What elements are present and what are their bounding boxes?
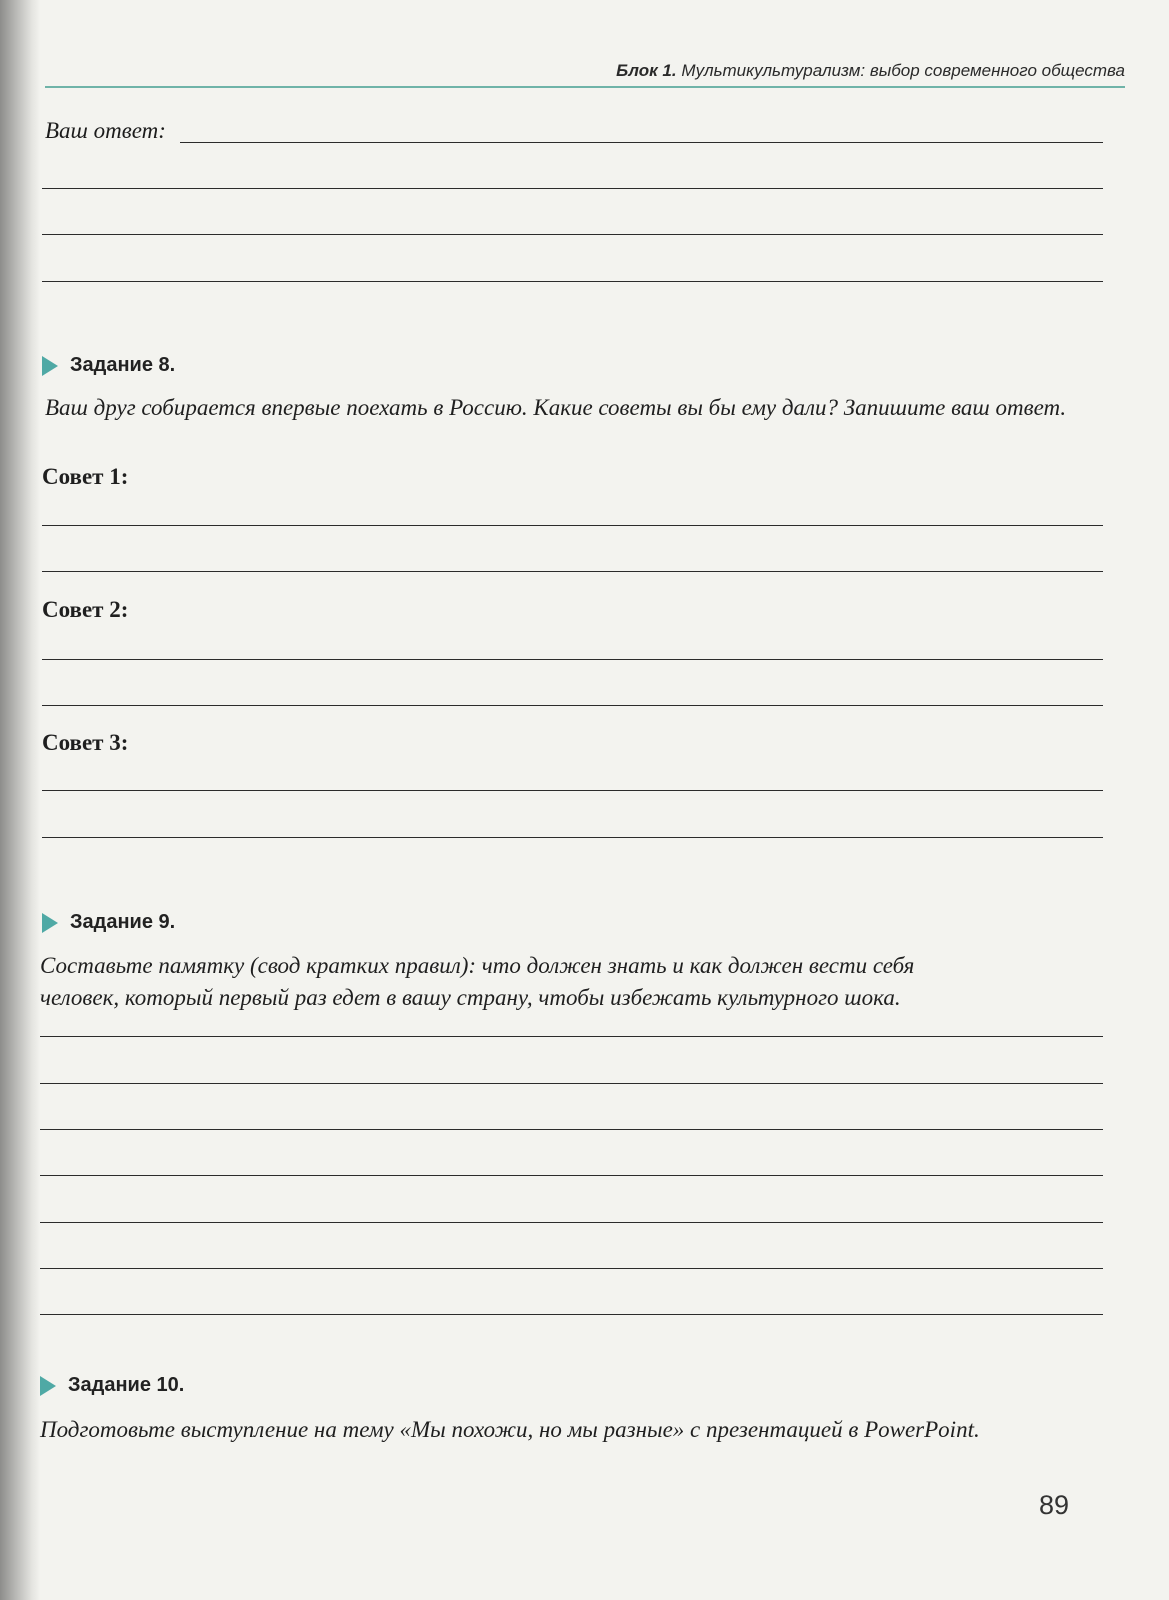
task8-heading-text: Задание 8. xyxy=(70,354,176,376)
answer-line xyxy=(40,1268,1103,1269)
advice-label-2: Совет 2: xyxy=(42,597,129,622)
answer-line xyxy=(42,525,1103,526)
answer-line xyxy=(40,1314,1103,1315)
task9-heading xyxy=(42,911,175,934)
answer-line xyxy=(42,234,1103,235)
running-header xyxy=(45,60,1125,88)
answer-label: Ваш ответ: xyxy=(45,118,166,143)
advice-label-3: Совет 3: xyxy=(42,730,129,755)
task9-text-line2: человек, который первый раз едет в вашу страну, чтобы избежать культурного шока. xyxy=(40,985,901,1010)
answer-line xyxy=(40,1036,1103,1037)
task-arrow-icon xyxy=(42,913,58,933)
answer-line xyxy=(40,1222,1103,1223)
answer-line xyxy=(40,1083,1103,1084)
task-arrow-icon xyxy=(40,1376,56,1396)
answer-line xyxy=(180,142,1103,143)
answer-line xyxy=(42,188,1103,189)
task10-heading xyxy=(40,1374,184,1397)
answer-line xyxy=(42,705,1103,706)
task8-text: Ваш друг собирается впервые поехать в Россию. Какие советы вы бы ему дали? Запишите ваш ответ. xyxy=(45,395,1067,420)
task8-heading xyxy=(42,354,175,377)
page-number: 89 xyxy=(1038,1490,1069,1520)
task9-text-line1: Составьте памятку (свод кратких правил): что должен знать и как должен вести себя xyxy=(40,953,915,978)
answer-line xyxy=(42,790,1103,791)
header-block-label: Блок 1. xyxy=(616,61,677,80)
answer-line xyxy=(40,1175,1103,1176)
task-arrow-icon xyxy=(42,356,58,376)
task10-heading-text: Задание 10. xyxy=(68,1374,185,1396)
task9-heading-text: Задание 9. xyxy=(70,911,176,933)
answer-line xyxy=(40,1129,1103,1130)
answer-line xyxy=(42,281,1103,282)
answer-line xyxy=(42,659,1103,660)
binding-shadow xyxy=(0,0,40,1600)
answer-line xyxy=(42,837,1103,838)
task10-text: Подготовьте выступление на тему «Мы похожи, но мы разные» с презентацией в PowerPoint. xyxy=(40,1417,980,1442)
advice-label-1: Совет 1: xyxy=(42,464,129,489)
header-block-title: Мультикультурализм: выбор современного общества xyxy=(681,61,1125,80)
answer-line xyxy=(42,571,1103,572)
